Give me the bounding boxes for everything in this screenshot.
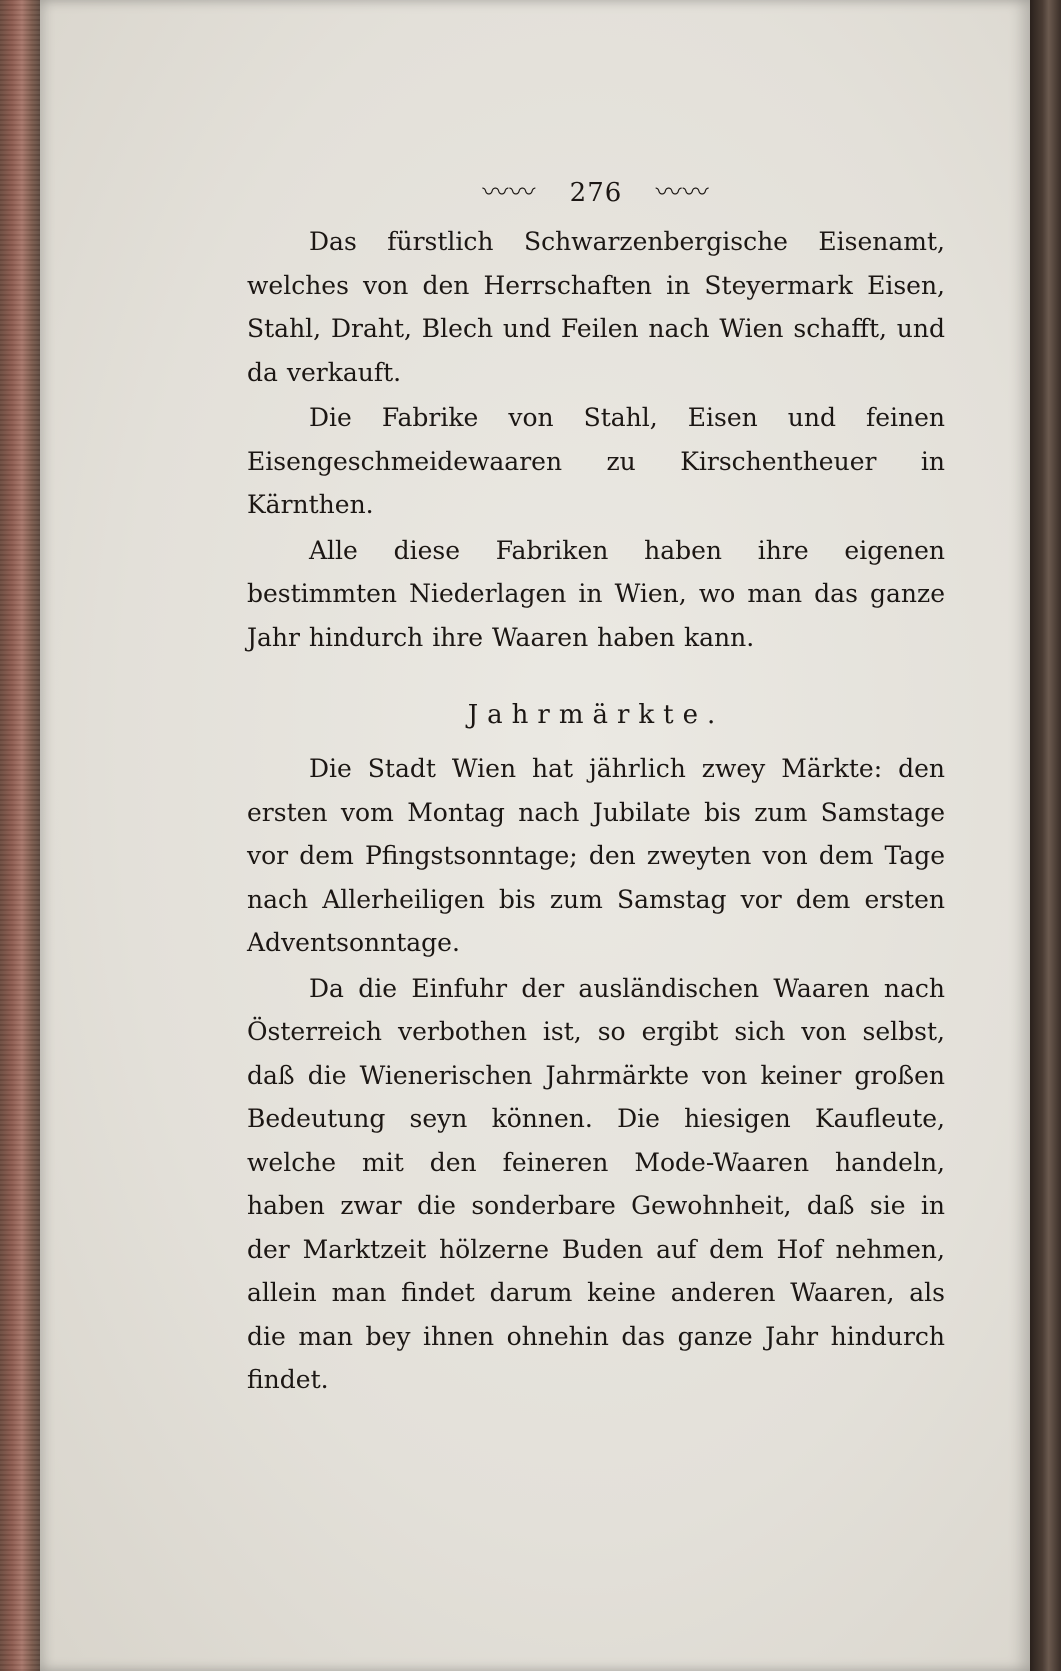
ornament-right-icon: 〰〰 bbox=[655, 178, 710, 208]
paragraph: Die Fabrike von Stahl, Eisen und feinen Eisengeschmeidewaaren zu Kirschentheuer in Kärnthen. bbox=[247, 403, 945, 519]
paragraph: Die Stadt Wien hat jährlich zwey Märkte: den ersten vom Montag nach Jubilate bis zum Samstage vor dem Pfingstsonntage; den zweyten von dem Tage nach Allerheiligen bis zum Samstag vor dem ersten Adventsonntage. bbox=[247, 754, 945, 957]
section-heading: Jahrmärkte. bbox=[467, 700, 725, 730]
running-head bbox=[247, 172, 945, 212]
paragraph: Alle diese Fabriken haben ihre eigenen bestimmten Niederlagen in Wien, wo man das ganze Jahr hindurch ihre Waaren haben kann. bbox=[247, 535, 945, 652]
ornament-left-icon: 〰〰 bbox=[482, 178, 537, 208]
paragraph: Da die Einfuhr der ausländischen Waaren nach Österreich verbothen ist, so ergibt sich von selbst, daß die Wienerischen Jahrmärkte von keiner großen Bedeutung seyn können. Die hiesigen Kaufleute, welche mit den feineren Mode-Waaren handeln, haben zwar die sonderbare Gewohnheit, daß sie in der Marktzeit hölzerne Buden auf dem Hof nehmen, allein man findet darum keine anderen Waaren, als die man bey ihnen ohnehin das ganze Jahr hindurch findet. bbox=[247, 973, 945, 1394]
page-number: 276 bbox=[569, 178, 623, 208]
paragraph: Das fürstlich Schwarzenbergische Eisenamt, welches von den Herrschaften in Steyermark Eisen, Stahl, Draht, Blech und Feilen nach Wien schafft, und da verkauft. bbox=[247, 227, 945, 387]
book-binding bbox=[0, 0, 40, 1671]
page-text bbox=[247, 172, 945, 1402]
page-edge bbox=[1030, 0, 1061, 1671]
